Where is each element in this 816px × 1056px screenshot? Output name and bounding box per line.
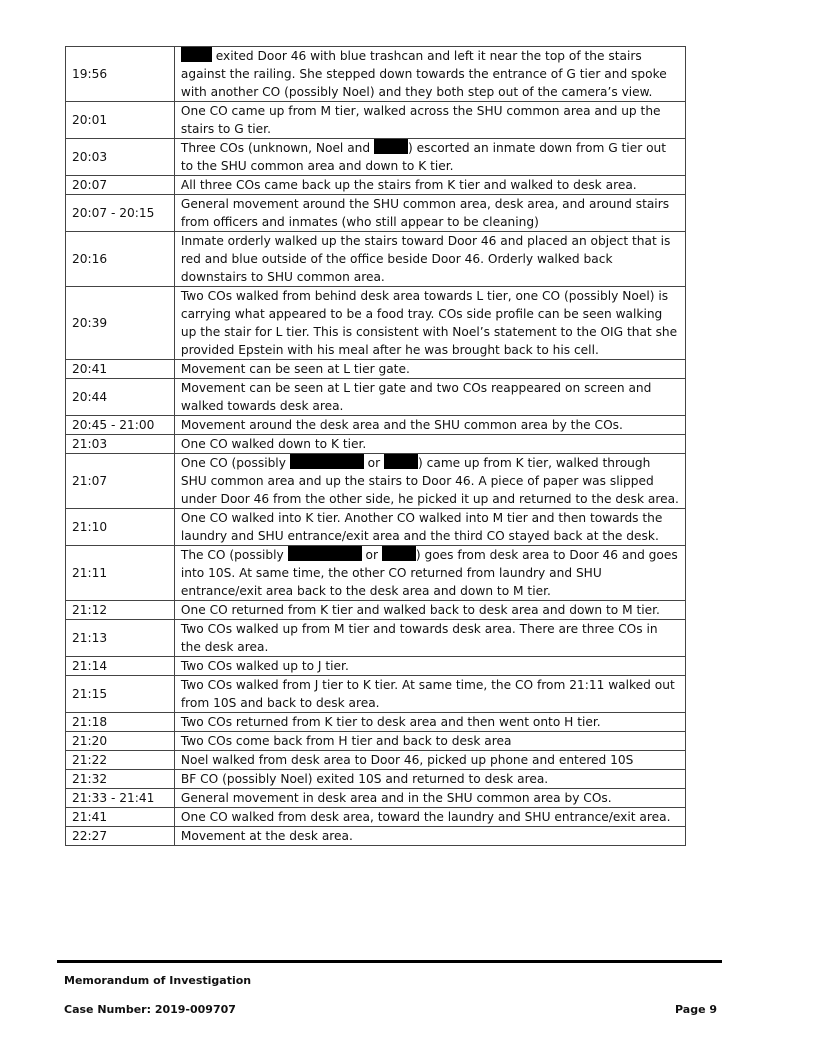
footer-divider	[57, 960, 722, 963]
timeline-row	[66, 195, 686, 232]
description-text: or	[361, 548, 382, 562]
timeline-description	[174, 195, 685, 232]
timeline-row	[66, 676, 686, 713]
timeline-row	[66, 601, 686, 620]
timeline-time: 20:39	[66, 287, 175, 360]
timeline-description	[174, 509, 685, 546]
case-number: Case Number: 2019-009707	[64, 1003, 236, 1016]
timeline-time: 19:56	[66, 47, 175, 102]
description-text: Two COs walked from behind desk area towards L tier, one CO (possibly Noel) is carrying what appeared to be a food tray. COs side profile can be seen walking up the stair for L tier. This is consistent with Noel’s statement to the OIG that she provided Epstein with his meal after he was brought back to his cell.	[180, 289, 678, 357]
description-text: One CO returned from K tier and walked back to desk area and down to M tier.	[180, 603, 660, 617]
description-text: ) goes from desk area to Door 46 and goes into 10S. At same time, the other CO returned from laundry and SHU entrance/exit area back to the desk area and down to M tier.	[180, 548, 678, 598]
footer-title: Memorandum of Investigation	[64, 974, 252, 987]
timeline-description	[174, 657, 685, 676]
timeline-row	[66, 713, 686, 732]
timeline-row	[66, 435, 686, 454]
description-text: exited Door 46 with blue trashcan and left it near the top of the stairs against the railing. She stepped down towards the entrance of G tier and spoke with another CO (possibly Noel) and they both step out of the camera’s view.	[180, 49, 667, 99]
description-text: Two COs returned from K tier to desk area and then went onto H tier.	[180, 715, 601, 729]
timeline-time: 22:27	[66, 827, 175, 846]
timeline-time: 20:44	[66, 379, 175, 416]
timeline-time: 21:20	[66, 732, 175, 751]
timeline-time: 21:41	[66, 808, 175, 827]
timeline-description	[174, 789, 685, 808]
timeline-description	[174, 620, 685, 657]
timeline-time: 20:16	[66, 232, 175, 287]
timeline-time: 20:07 - 20:15	[66, 195, 175, 232]
redaction-block	[382, 546, 416, 561]
timeline-row	[66, 657, 686, 676]
timeline-time: 21:13	[66, 620, 175, 657]
timeline-description	[174, 770, 685, 789]
timeline-description	[174, 713, 685, 732]
timeline-description	[174, 416, 685, 435]
description-text: Three COs (unknown, Noel and	[180, 141, 375, 155]
description-text: Inmate orderly walked up the stairs toward Door 46 and placed an object that is red and blue outside of the office beside Door 46. Orderly walked back downstairs to SHU common area.	[180, 234, 671, 284]
timeline-description	[174, 360, 685, 379]
description-text: All three COs came back up the stairs from K tier and walked to desk area.	[180, 178, 637, 192]
redaction-block	[384, 454, 418, 469]
timeline-description	[174, 808, 685, 827]
timeline-row	[66, 176, 686, 195]
timeline-description	[174, 601, 685, 620]
redaction-block	[181, 47, 212, 62]
description-text: Two COs come back from H tier and back to desk area	[180, 734, 512, 748]
page-number: Page 9	[675, 1003, 718, 1016]
timeline-time: 20:01	[66, 102, 175, 139]
timeline-row	[66, 416, 686, 435]
timeline-row	[66, 139, 686, 176]
timeline-row	[66, 360, 686, 379]
description-text: One CO walked from desk area, toward the laundry and SHU entrance/exit area.	[180, 810, 671, 824]
timeline-time: 21:33 - 21:41	[66, 789, 175, 808]
redaction-block	[374, 139, 408, 154]
timeline-description	[174, 287, 685, 360]
timeline-table-body	[66, 47, 686, 846]
description-text: One CO walked into K tier. Another CO walked into M tier and then towards the laundry and SHU entrance/exit area and the third CO stayed back at the desk.	[180, 511, 663, 543]
timeline-row	[66, 827, 686, 846]
description-text: Two COs walked from J tier to K tier. At same time, the CO from 21:11 walked out from 10S and back to desk area.	[180, 678, 675, 710]
description-text: Movement can be seen at L tier gate and two COs reappeared on screen and walked towards desk area.	[180, 381, 652, 413]
timeline-row	[66, 454, 686, 509]
description-text: One CO (possibly	[180, 456, 290, 470]
description-text: Movement around the desk area and the SHU common area by the COs.	[180, 418, 623, 432]
timeline-description	[174, 827, 685, 846]
description-text: General movement in desk area and in the SHU common area by COs.	[180, 791, 612, 805]
timeline-row	[66, 789, 686, 808]
description-text: ) escorted an inmate down from G tier out to the SHU common area and down to K tier.	[180, 141, 667, 173]
timeline-time: 20:45 - 21:00	[66, 416, 175, 435]
timeline-row	[66, 770, 686, 789]
timeline-time: 21:14	[66, 657, 175, 676]
timeline-row	[66, 620, 686, 657]
timeline-time: 20:41	[66, 360, 175, 379]
timeline-time: 21:03	[66, 435, 175, 454]
timeline-description	[174, 379, 685, 416]
timeline-description	[174, 232, 685, 287]
timeline-description	[174, 176, 685, 195]
description-text: One CO came up from M tier, walked across the SHU common area and up the stairs to G tier.	[180, 104, 661, 136]
timeline-description	[174, 546, 685, 601]
timeline-time: 20:03	[66, 139, 175, 176]
timeline-row	[66, 47, 686, 102]
timeline-time: 21:22	[66, 751, 175, 770]
timeline-row	[66, 732, 686, 751]
timeline-time: 20:07	[66, 176, 175, 195]
timeline-time: 21:32	[66, 770, 175, 789]
timeline-row	[66, 287, 686, 360]
redaction-block	[290, 454, 364, 469]
timeline-time: 21:18	[66, 713, 175, 732]
timeline-description	[174, 454, 685, 509]
description-text: Noel walked from desk area to Door 46, picked up phone and entered 10S	[180, 753, 634, 767]
timeline-time: 21:15	[66, 676, 175, 713]
timeline-description	[174, 676, 685, 713]
timeline-time: 21:07	[66, 454, 175, 509]
description-text: or	[363, 456, 385, 470]
description-text: General movement around the SHU common area, desk area, and around stairs from officers and inmates (who still appear to be cleaning)	[180, 197, 670, 229]
description-text: BF CO (possibly Noel) exited 10S and returned to desk area.	[180, 772, 549, 786]
timeline-description	[174, 139, 685, 176]
description-text: One CO walked down to K tier.	[180, 437, 367, 451]
timeline-description	[174, 102, 685, 139]
timeline-row	[66, 102, 686, 139]
timeline-description	[174, 751, 685, 770]
timeline-time: 21:12	[66, 601, 175, 620]
timeline-time: 21:11	[66, 546, 175, 601]
redaction-block	[288, 546, 362, 561]
timeline-row	[66, 509, 686, 546]
timeline-description	[174, 732, 685, 751]
timeline-row	[66, 379, 686, 416]
description-text: Two COs walked up to J tier.	[180, 659, 349, 673]
timeline-time: 21:10	[66, 509, 175, 546]
description-text: Two COs walked up from M tier and towards desk area. There are three COs in the desk area.	[180, 622, 658, 654]
description-text: Movement at the desk area.	[180, 829, 353, 843]
timeline-row	[66, 808, 686, 827]
timeline-row	[66, 232, 686, 287]
timeline-row	[66, 751, 686, 770]
timeline-description	[174, 435, 685, 454]
description-text: ) came up from K tier, walked through SHU common area and up the stairs to Door 46. A piece of paper was slipped under Door 46 from the other side, he picked it up and returned to the desk area.	[180, 456, 679, 506]
description-text: The CO (possibly	[180, 548, 288, 562]
description-text: Movement can be seen at L tier gate.	[180, 362, 410, 376]
timeline-table	[65, 46, 686, 846]
timeline-description	[174, 47, 685, 102]
timeline-row	[66, 546, 686, 601]
